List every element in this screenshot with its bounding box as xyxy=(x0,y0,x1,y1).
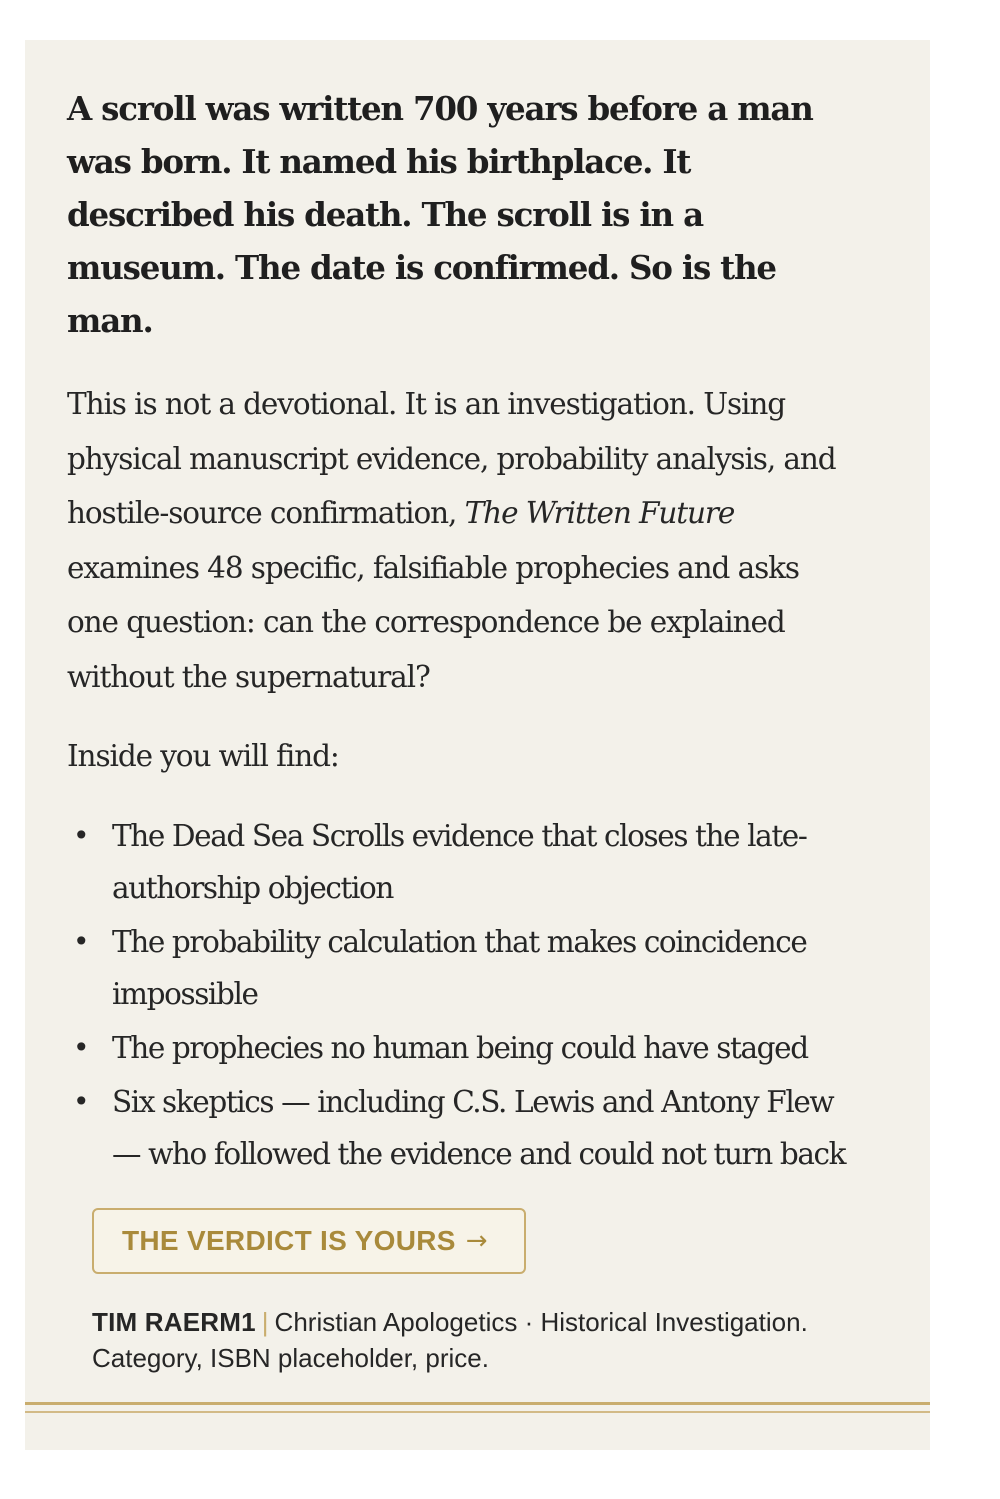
author-name: TIM RAERM1 xyxy=(92,1307,256,1337)
author-line xyxy=(92,1304,892,1340)
bullet-icon: • xyxy=(73,1085,89,1118)
list-item-text: Six skeptics — including C.S. Lewis and Antony Flew — who followed the evidence and could not turn back xyxy=(112,1085,846,1171)
description-content xyxy=(67,82,857,1182)
categories: Christian Apologetics · Historical Investigation. xyxy=(274,1307,808,1337)
body-text-after-title: examines 48 specific, falsifiable prophecies and asks one question: can the correspondence be explained without the supernatural? xyxy=(67,550,799,694)
body-paragraph xyxy=(67,377,857,704)
footer-divider xyxy=(25,1411,930,1413)
hook-paragraph: A scroll was written 700 years before a man was born. It named his birthplace. It described his death. The scroll is in a museum. The date is confirmed. So is the man. xyxy=(67,89,813,340)
bullet-icon: • xyxy=(73,925,89,958)
inside-heading: Inside you will find: xyxy=(67,739,339,773)
verdict-button-label: THE VERDICT IS YOURS xyxy=(122,1225,456,1256)
bullet-icon: • xyxy=(73,1031,89,1064)
list-item xyxy=(67,1076,857,1180)
verdict-button[interactable] xyxy=(92,1208,526,1274)
separator: | xyxy=(261,1307,269,1337)
list-item-text: The Dead Sea Scrolls evidence that closes the late-authorship objection xyxy=(112,819,807,905)
feature-list xyxy=(67,810,857,1180)
list-item xyxy=(67,810,857,914)
footer-divider xyxy=(25,1402,930,1405)
body-text-before-title: This is not a devotional. It is an investigation. Using physical manuscript evidence, probability analysis, and hostile-source confirmation, xyxy=(67,387,836,530)
bullet-icon: • xyxy=(73,819,89,852)
meta-placeholder: Category, ISBN placeholder, price. xyxy=(92,1343,489,1373)
book-meta-footer xyxy=(92,1304,892,1376)
list-item xyxy=(67,916,857,1020)
list-item xyxy=(67,1022,857,1074)
arrow-right-icon: → xyxy=(465,1226,488,1256)
list-item-text: The probability calculation that makes coincidence impossible xyxy=(112,925,807,1011)
list-item-text: The prophecies no human being could have staged xyxy=(112,1031,808,1065)
book-title: The Written Future xyxy=(464,496,735,530)
